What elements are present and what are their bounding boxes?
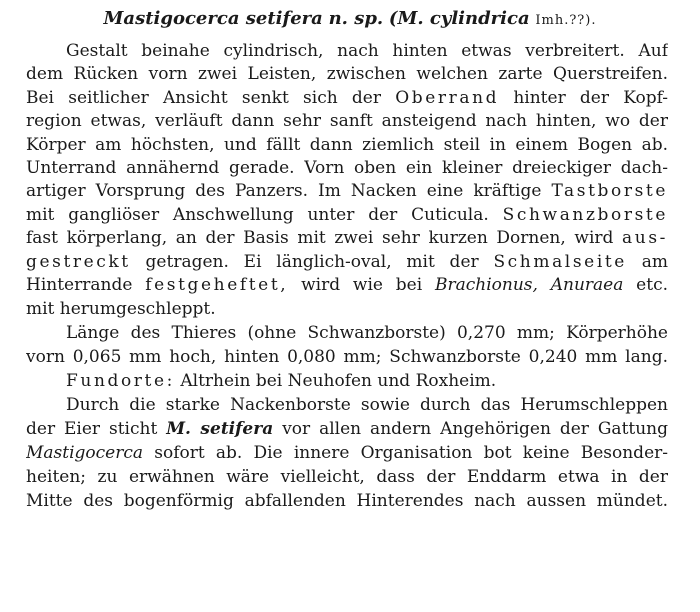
author-abbreviation: Imh.??). xyxy=(535,13,597,28)
body-line xyxy=(26,87,668,109)
body-line xyxy=(26,180,668,202)
body-line: mit herumgeschleppt. xyxy=(26,299,216,319)
species-name: Mastigocerca setifera xyxy=(103,8,323,29)
body-line: Unterrand annähernd gerade. Vorn oben ein kleiner dreieckiger dach- xyxy=(26,158,668,178)
spaced-term: aus- xyxy=(622,228,668,248)
text-run: etc. xyxy=(636,275,668,295)
spaced-term: Oberrand xyxy=(395,88,500,108)
text-run: Altrhein bei Neuhofen und Roxheim. xyxy=(180,371,497,391)
text-run: getragen. Ei länglich-oval, mit der xyxy=(145,252,479,272)
body-line: Körper am höchsten, und fällt dann ziemlich steil in einem Bogen ab. xyxy=(26,135,668,155)
body-line: region etwas, verläuft dann sehr sanft ansteigend nach hinten, wo der xyxy=(26,111,668,131)
locality-label: Fundorte: xyxy=(66,371,175,391)
text-run: vor allen andern Angehörigen der Gattung xyxy=(282,419,668,439)
text-run: Bei seitlicher Ansicht senkt sich der xyxy=(26,88,381,108)
new-species-mark: n. sp. xyxy=(328,8,384,29)
body-line xyxy=(26,418,668,440)
body-line xyxy=(26,274,668,296)
body-line xyxy=(66,370,668,392)
body-line: vorn 0,065 mm hoch, hinten 0,080 mm; Schwanzborste 0,240 mm lang. xyxy=(26,347,668,367)
body-line: Durch die starke Nackenborste sowie durch das Herumschleppen xyxy=(66,395,668,415)
spaced-term: gestreckt xyxy=(26,252,131,272)
body-line: Mitte des bogenförmig abfallenden Hinterendes nach aussen mündet. xyxy=(26,491,668,511)
genus-names: Brachionus, Anuraea xyxy=(434,275,624,295)
synonym-name: M. cylindrica xyxy=(397,8,530,29)
body-line xyxy=(26,251,668,273)
body-line: dem Rücken vorn zwei Leisten, zwischen welchen zarte Querstreifen. xyxy=(26,64,668,84)
text-run: artiger Vorsprung des Panzers. Im Nacken eine kräftige xyxy=(26,181,542,201)
text-run: sofort ab. Die innere Organisation bot keine Besonder- xyxy=(154,443,668,463)
body-line xyxy=(26,442,668,464)
text-run: hinter der Kopf- xyxy=(513,88,668,108)
body-line xyxy=(26,227,668,249)
body-line: Gestalt beinahe cylindrisch, nach hinten etwas verbreitert. Auf xyxy=(66,41,668,61)
body-line: Länge des Thieres (ohne Schwanzborste) 0,270 mm; Körperhöhe xyxy=(66,323,668,343)
spaced-term: Schwanzborste xyxy=(502,205,668,225)
body-line: heiten; zu erwähnen wäre vielleicht, dass der Enddarm etwa in der xyxy=(26,467,668,487)
species-reference: M. setifera xyxy=(166,419,274,439)
body-line xyxy=(26,204,668,226)
text-run: Hinterrande xyxy=(26,275,133,295)
spaced-term: Schmalseite xyxy=(493,252,627,272)
spaced-term: Tastborste xyxy=(551,181,668,201)
spaced-term: festgeheftet, xyxy=(145,275,289,295)
species-heading xyxy=(0,8,700,30)
text-run: mit gangliöser Anschwellung unter der Cuticula. xyxy=(26,205,489,225)
text-run: am xyxy=(641,252,668,272)
text-run: der Eier sticht xyxy=(26,419,158,439)
text-run: fast körperlang, an der Basis mit zwei sehr kurzen Dornen, wird xyxy=(26,228,614,248)
synonym-open-paren: ( xyxy=(388,8,398,29)
genus-reference: Mastigocerca xyxy=(26,443,144,463)
text-run: wird wie bei xyxy=(301,275,423,295)
